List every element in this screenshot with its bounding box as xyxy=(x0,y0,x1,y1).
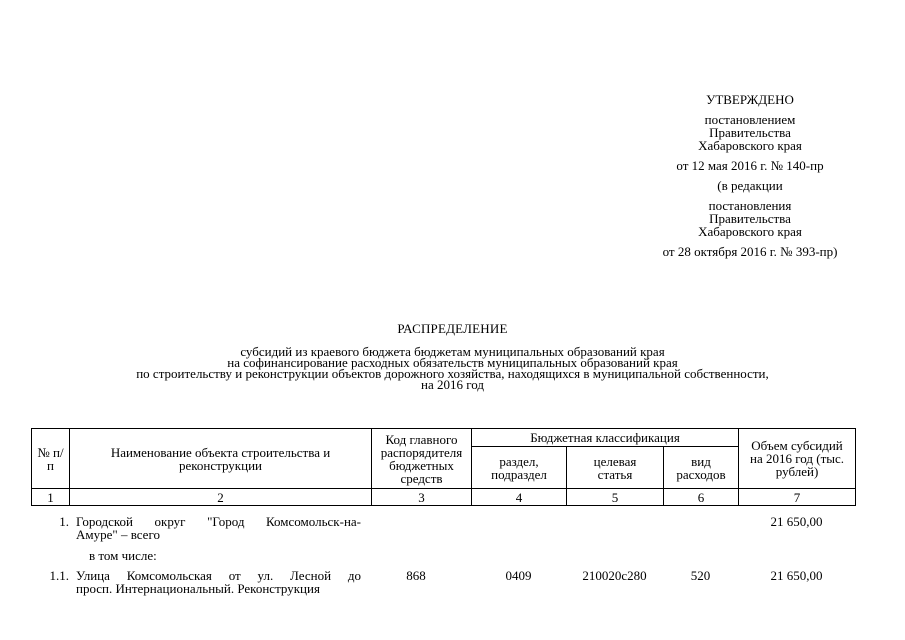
column-number: 2 xyxy=(70,489,372,506)
row-name: Улица Комсомольская от ул. Лесной до xyxy=(76,568,361,583)
row-num: 1.1. xyxy=(49,568,69,583)
column-numbers-row xyxy=(32,489,856,506)
column-number: 7 xyxy=(739,489,856,506)
row-num: 1. xyxy=(59,514,69,529)
distribution-table xyxy=(31,428,856,506)
column-number: 5 xyxy=(567,489,664,506)
header-name: Наименование объекта строительства и реконструкции xyxy=(70,429,372,489)
header-kod: Код главного распорядителя бюджетных средств xyxy=(372,429,472,489)
column-number: 6 xyxy=(664,489,739,506)
approval-line: Правительства xyxy=(709,211,791,226)
header-num: № п/п xyxy=(32,429,70,489)
table-row-continuation xyxy=(31,582,855,595)
document-title xyxy=(40,321,865,392)
title-line: субсидий из краевого бюджета бюджетам муниципальных образований края xyxy=(240,344,665,359)
approval-stamp xyxy=(600,93,900,258)
approval-label: УТВЕРЖДЕНО xyxy=(706,92,794,107)
table-header-row xyxy=(32,429,856,447)
table-row-continuation xyxy=(31,528,855,541)
row-volume: 21 650,00 xyxy=(770,514,823,529)
row-name: Городской округ "Город Комсомольск-на- xyxy=(76,514,361,529)
approval-date: от 12 мая 2016 г. № 140-пр xyxy=(676,158,824,173)
row-vid: 520 xyxy=(690,568,711,583)
row-name: просп. Интернациональный. Реконструкция xyxy=(76,581,320,596)
row-statya: 210020c280 xyxy=(582,568,647,583)
header-budget-classification: Бюджетная классификация xyxy=(472,429,739,447)
title-line: на софинансирование расходных обязательств муниципальных образований края xyxy=(227,355,678,370)
table-body xyxy=(31,515,855,595)
table-row xyxy=(31,549,855,562)
header-volume: Объем субсидий на 2016 год (тыс. рублей) xyxy=(739,429,856,489)
document-heading: РАСПРЕДЕЛЕНИЕ xyxy=(397,321,508,336)
row-name: в том числе: xyxy=(89,548,157,563)
header-statya: целевая статья xyxy=(567,447,664,489)
approval-revision-date: от 28 октября 2016 г. № 393-пр) xyxy=(662,244,838,259)
header-vid: вид расходов xyxy=(664,447,739,489)
column-number: 3 xyxy=(372,489,472,506)
row-kod: 868 xyxy=(406,568,426,583)
approval-line: постановлением xyxy=(704,112,796,127)
row-volume: 21 650,00 xyxy=(770,568,823,583)
approval-line: Правительства xyxy=(709,125,791,140)
title-line: на 2016 год xyxy=(421,377,484,392)
header-razdel: раздел, подраздел xyxy=(472,447,567,489)
row-name: Амуре" – всего xyxy=(76,527,160,542)
column-number: 4 xyxy=(472,489,567,506)
approval-line: Хабаровского края xyxy=(698,138,802,153)
approval-line: Хабаровского края xyxy=(698,224,802,239)
approval-line: (в редакции xyxy=(717,178,783,193)
column-number: 1 xyxy=(32,489,70,506)
title-line: по строительству и реконструкции объектов дорожного хозяйства, находящихся в муниципальной собственности, xyxy=(136,366,769,381)
row-razdel: 0409 xyxy=(505,568,532,583)
approval-line: постановления xyxy=(708,198,792,213)
